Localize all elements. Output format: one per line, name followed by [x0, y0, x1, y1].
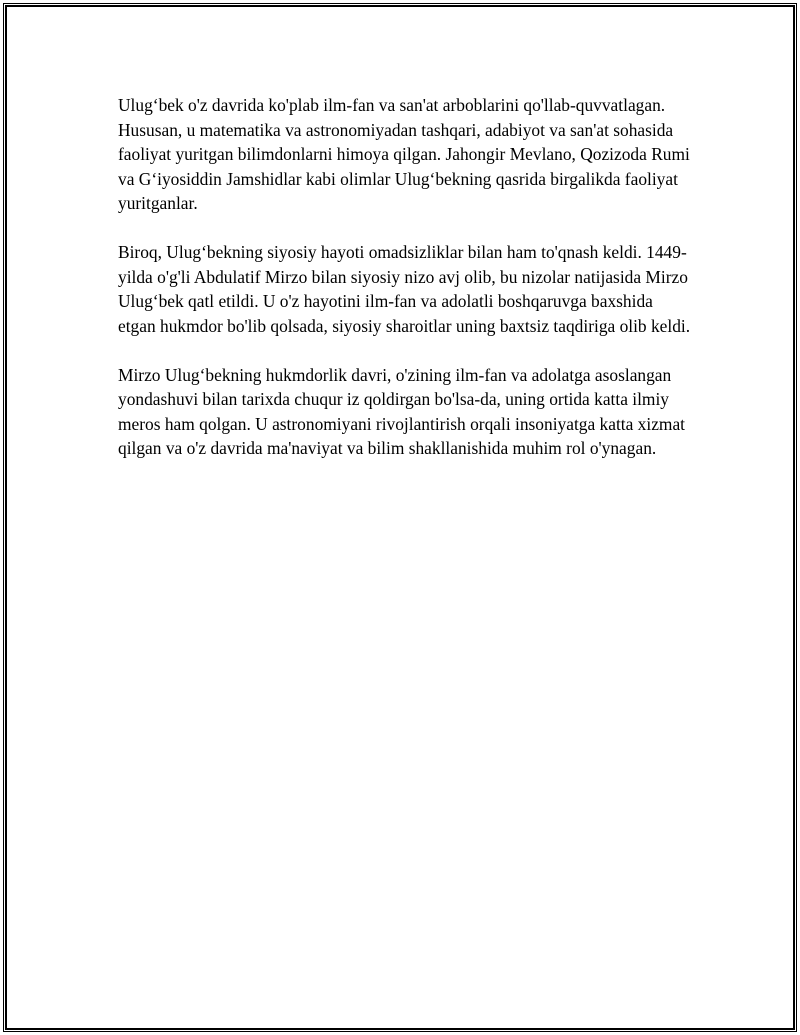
paragraph-3: Mirzo Ulug‘bekning hukmdorlik davri, o'zining ilm-fan va adolatga asoslangan yondashuvi bilan tarixda chuqur iz qoldirgan bo'lsa-da, uning ortida katta ilmiy meros ham qolgan. U astronomiyani rivojlantirish orqali insoniyatga katta xizmat qilgan va o'z davrida ma'naviyat va bilim shakllanishida muhim rol o'ynagan.: [118, 364, 686, 458]
document-body: [118, 93, 693, 485]
paragraph-1: Ulug‘bek o'z davrida ko'plab ilm-fan va san'at arboblarini qo'llab-quvvatlagan. Hususan, u matematika va astronomiyadan tashqari, adabiyot va san'at sohasida faoliyat yuritgan bilimdonlarni himoya qilgan. Jahongir Mevlano, Qozizoda Rumi va G‘iyosiddin Jamshidlar kabi olimlar Ulug‘bekning qasrida birgalikda faoliyat yuritganlar.: [118, 95, 690, 213]
paragraph-2: Biroq, Ulug‘bekning siyosiy hayoti omadsizliklar bilan ham to'qnash keldi. 1449-yilda o'g'li Abdulatif Mirzo bilan siyosiy nizo avj olib, bu nizolar natijasida Mirzo Ulug‘bek qatl etildi. U o'z hayotini ilm-fan va adolatli boshqaruvga baxshida etgan hukmdor bo'lib qolsada, siyosiy sharoitlar uning baxtsiz taqdiriga olib keldi.: [118, 242, 691, 336]
